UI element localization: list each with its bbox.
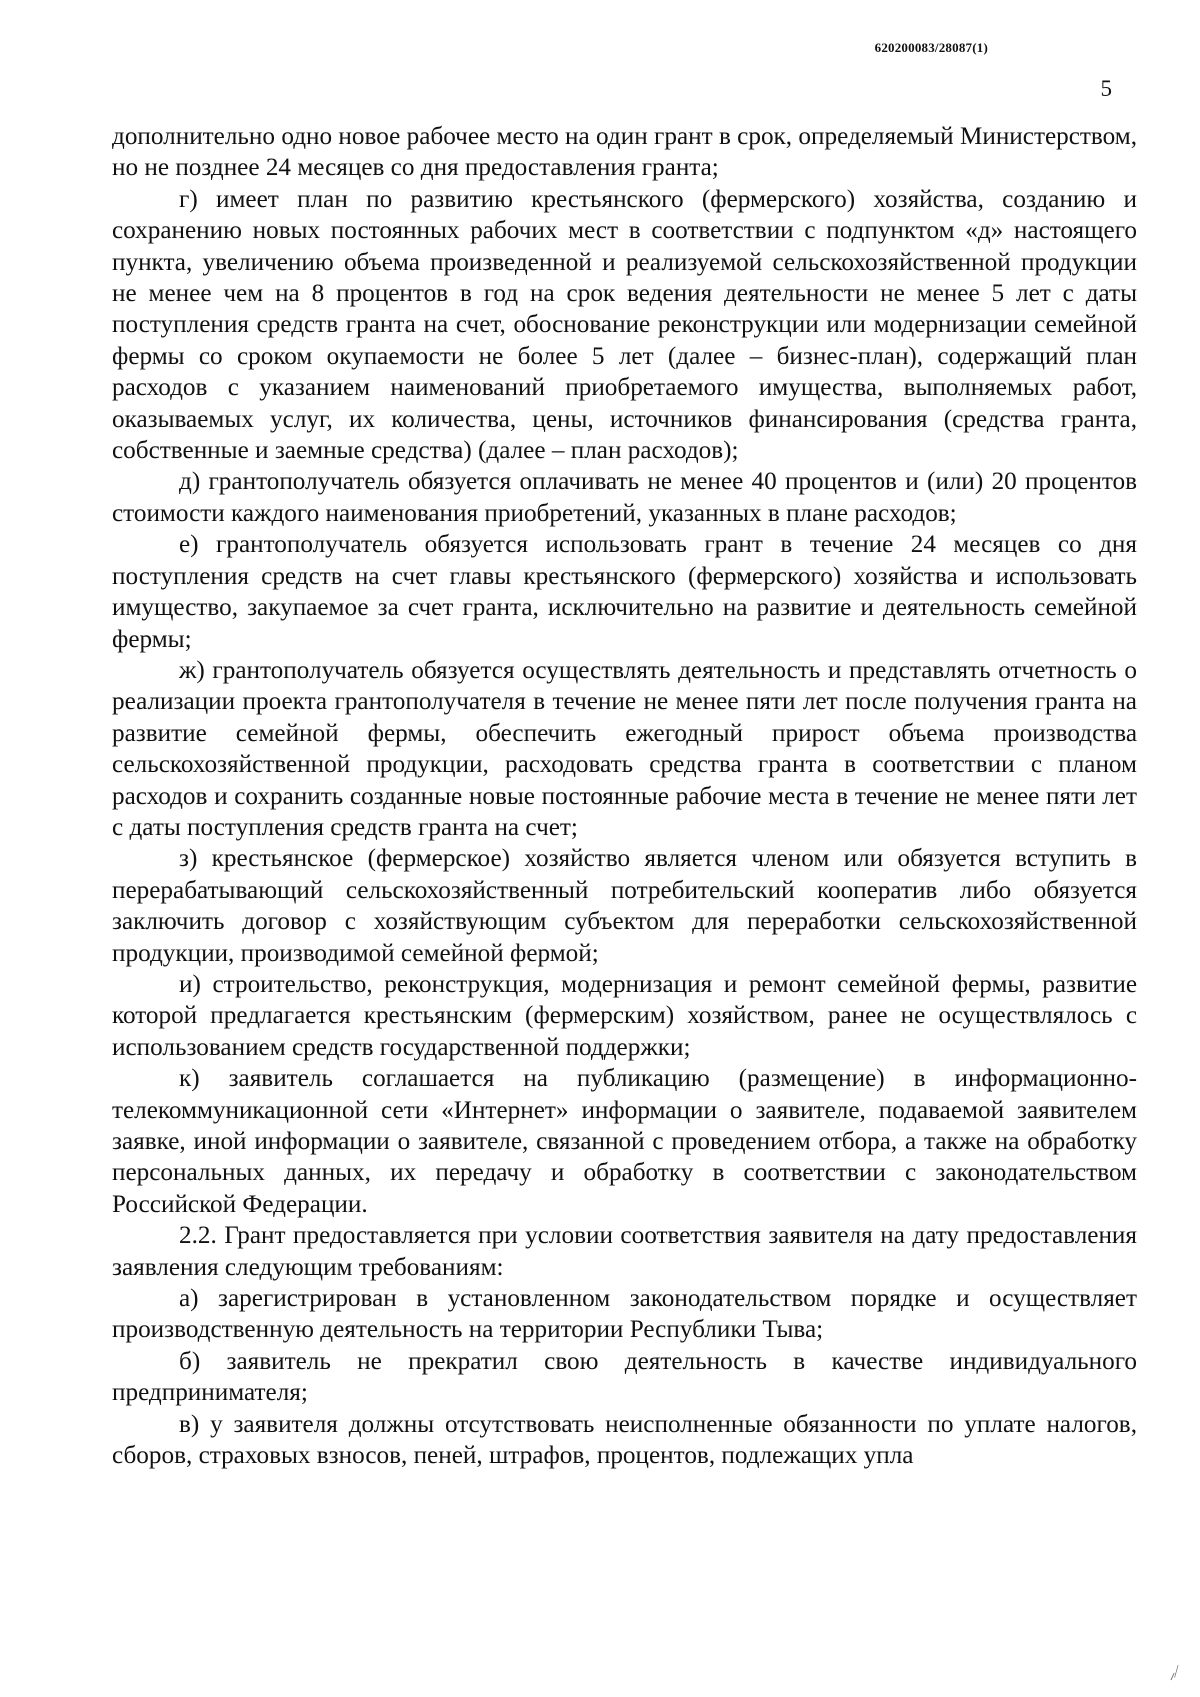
paragraph-item-a: а) зарегистрирован в установленном законодательством порядке и осуществляет производственную деятельность на территории Республики Тыва;: [112, 1285, 1137, 1344]
scan-mark-icon: ⸝⁄: [1165, 1663, 1182, 1684]
paragraph-item-g: г) имеет план по развитию крестьянского (фермерского) хозяйства, созданию и сохранению новых постоянных рабочих мест в соответствии с подпунктом «д» настоящего пункта, увеличению объема произведенной и реализуемой сельскохозяйственной продукции не менее чем на 8 процентов в год на срок ведения деятельности не менее 5 лет с даты поступления средств гранта на счет, обоснование реконструкции или модернизации семейной фермы со сроком окупаемости не более 5 лет (далее – бизнес-план), содержащий план расходов с указанием наименований приобретаемого имущества, выполняемых работ, оказываемых услуг, их количества, цены, источников финансирования (средства гранта, собственные и заемные средства) (далее – план расходов);: [112, 185, 1137, 465]
paragraph-continuation: дополнительно одно новое рабочее место на один грант в срок, определяемый Министерством, но не позднее 24 месяцев со дня предоставления гранта;: [112, 123, 1137, 182]
paragraph-item-d: д) грантополучатель обязуется оплачивать не менее 40 процентов и (или) 20 процентов стоимости каждого наименования приобретений, указанных в плане расходов;: [112, 468, 1137, 527]
paragraph-item-e: е) грантополучатель обязуется использовать грант в течение 24 месяцев со дня поступления средств на счет главы крестьянского (фермерского) хозяйства и использовать имущество, закупаемое за счет гранта, исключительно на развитие и деятельность семейной фермы;: [112, 531, 1137, 653]
paragraph-item-v: в) у заявителя должны отсутствовать неисполненные обязанности по уплате налогов, сборов, страховых взносов, пеней, штрафов, процентов, подлежащих упла: [112, 1410, 1137, 1470]
paragraph-section-2-2: 2.2. Грант предоставляется при условии соответствия заявителя на дату предоставления заявления следующим требованиям:: [112, 1222, 1137, 1281]
document-id: 620200083/28087(1): [874, 40, 988, 55]
paragraph-item-k: к) заявитель соглашается на публикацию (размещение) в информационно-телекоммуникационной сети «Интернет» информации о заявителе, подаваемой заявителем заявке, иной информации о заявителе, связанной с проведением отбора, а также на обработку персональных данных, их передачу и обработку в соответствии с законодательством Российской Федерации.: [112, 1065, 1137, 1218]
paragraph-item-zh: ж) грантополучатель обязуется осуществлять деятельность и представлять отчетность о реализации проекта грантополучателя в течение не менее пяти лет после получения гранта на развитие семейной фермы, обеспечить ежегодный прирост объема производства сельскохозяйственной продукции, расходовать средства гранта в соответствии с планом расходов и сохранить созданные новые постоянные рабочие места в течение не менее пяти лет с даты поступления средств гранта на счет;: [112, 656, 1137, 841]
paragraph-item-i: и) строительство, реконструкция, модернизация и ремонт семейной фермы, развитие которой предлагается крестьянским (фермерским) хозяйством, ранее не осуществлялось с использованием средств государственной поддержки;: [112, 970, 1137, 1061]
paragraph-item-b: б) заявитель не прекратил свою деятельность в качестве индивидуального предпринимателя;: [112, 1347, 1137, 1407]
paragraph-item-z: з) крестьянское (фермерское) хозяйство является членом или обязуется вступить в перерабатывающий сельскохозяйственный потребительский кооператив либо обязуется заключить договор с хозяйствующим субъектом для переработки сельскохозяйственной продукции, производимой семейной фермой;: [112, 845, 1137, 967]
page-number: 5: [1100, 76, 1112, 101]
document-body: [112, 121, 1137, 1471]
